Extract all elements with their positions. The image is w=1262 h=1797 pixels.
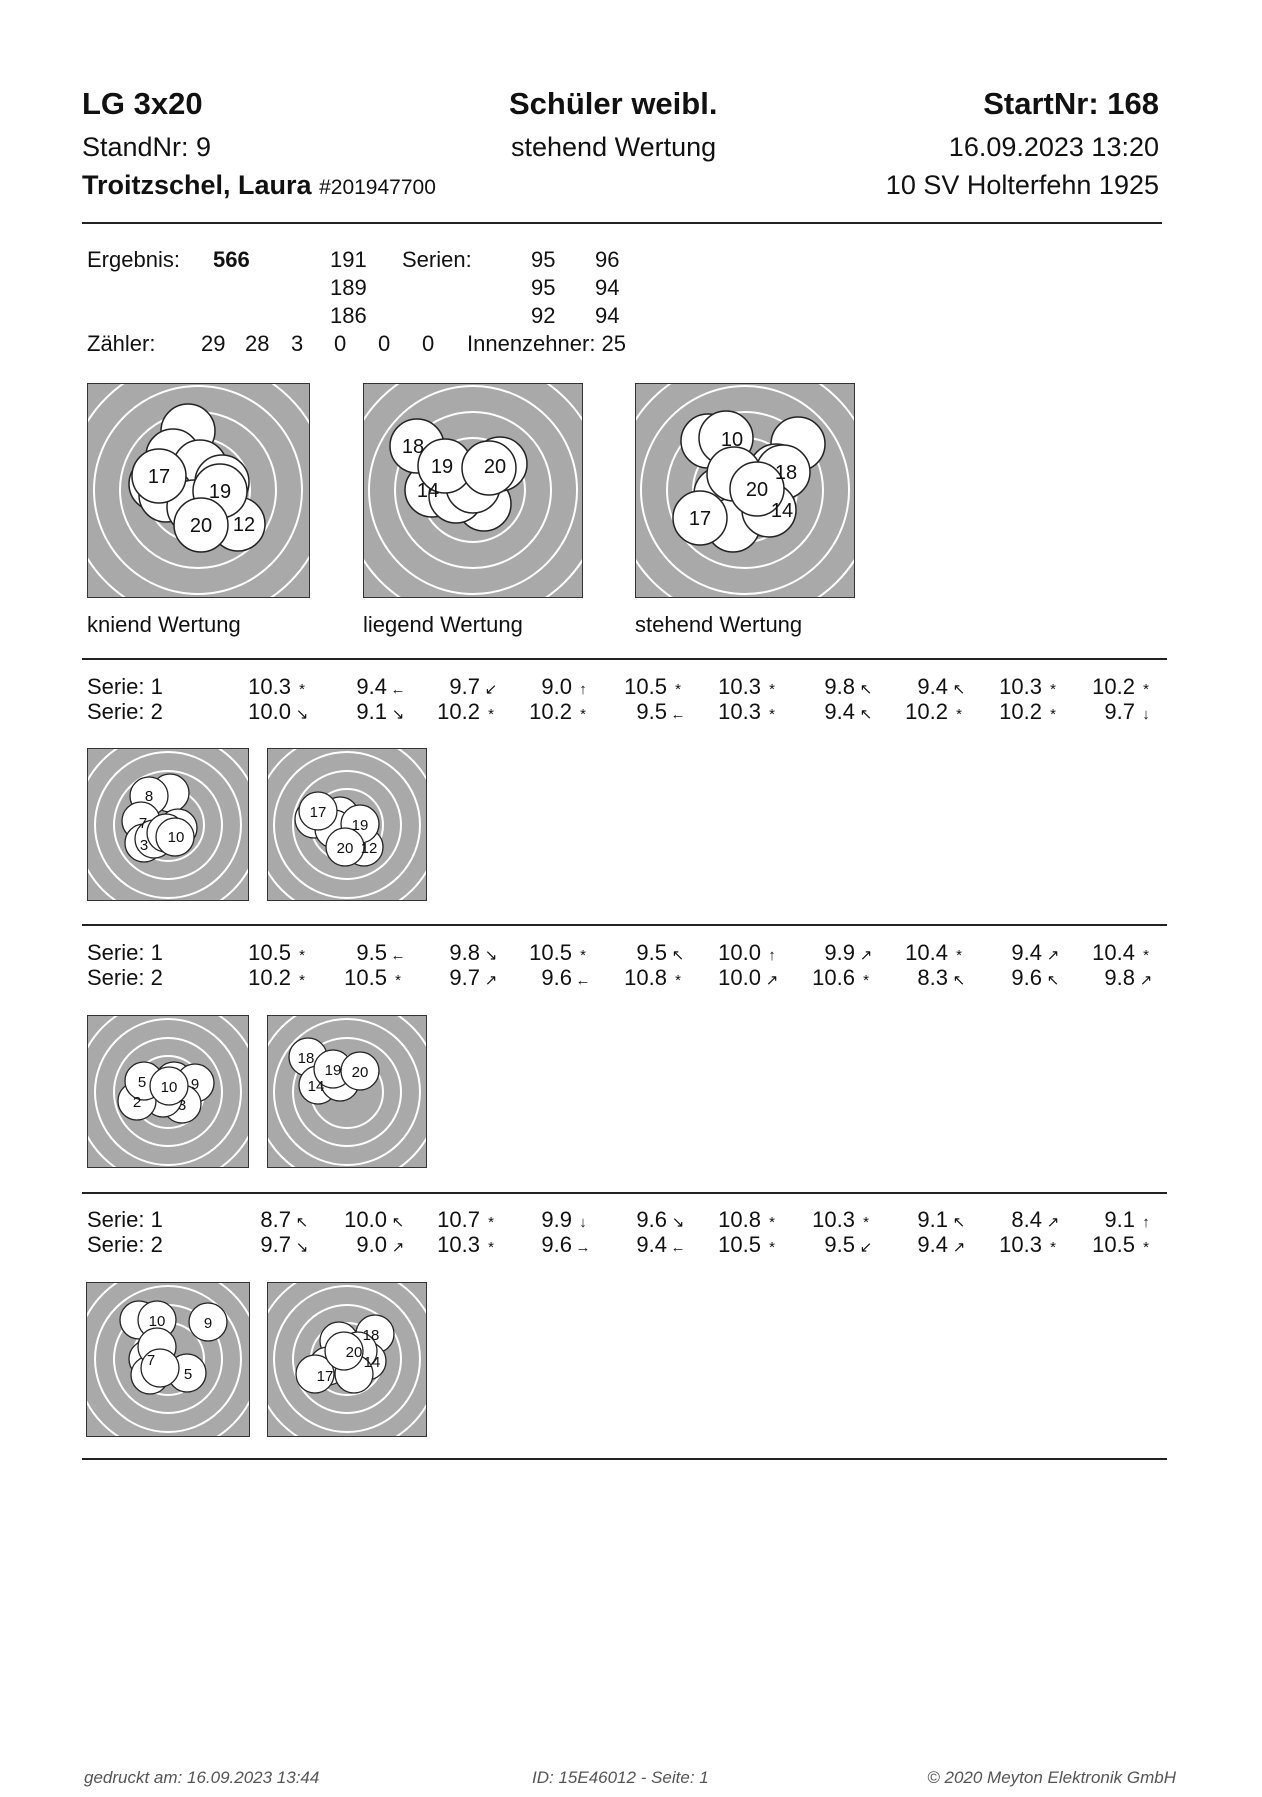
shot-value bbox=[491, 1207, 591, 1233]
shot-value bbox=[306, 1207, 406, 1233]
shot-score: 9.7 bbox=[260, 1232, 291, 1257]
svg-text:20: 20 bbox=[351, 1064, 369, 1081]
direction-arrow-icon: ↗ bbox=[765, 972, 779, 989]
shot-value bbox=[491, 674, 591, 700]
serie-target bbox=[86, 1282, 250, 1437]
serie-target bbox=[87, 1015, 249, 1168]
shot-value bbox=[399, 1207, 499, 1233]
shot-score: 10.5 bbox=[1092, 1232, 1135, 1257]
svg-text:19: 19 bbox=[208, 481, 232, 503]
direction-arrow-icon: ↖ bbox=[952, 681, 966, 698]
ergebnis-label: Ergebnis: bbox=[87, 247, 180, 272]
shot-value bbox=[586, 965, 686, 991]
shot-value bbox=[867, 1207, 967, 1233]
svg-text:3: 3 bbox=[177, 1097, 187, 1114]
shot-score: 9.4 bbox=[917, 1232, 948, 1257]
shot-score: 10.0 bbox=[344, 1207, 387, 1232]
direction-arrow-icon: * bbox=[299, 681, 305, 698]
svg-text:9: 9 bbox=[190, 1076, 200, 1093]
shot-value bbox=[1054, 940, 1154, 966]
direction-arrow-icon: ↗ bbox=[1046, 947, 1060, 964]
shot-score: 10.5 bbox=[624, 674, 667, 699]
shot-score: 9.4 bbox=[636, 1232, 667, 1257]
shot-value bbox=[210, 674, 310, 700]
shot-value bbox=[774, 965, 874, 991]
svg-text:19: 19 bbox=[430, 456, 454, 478]
svg-text:5: 5 bbox=[137, 1074, 147, 1091]
direction-arrow-icon: ← bbox=[390, 947, 406, 964]
section-divider bbox=[82, 658, 1167, 660]
shot-value bbox=[867, 674, 967, 700]
shot-score: 10.5 bbox=[718, 1232, 761, 1257]
shot-score: 10.3 bbox=[437, 1232, 480, 1257]
shot-value bbox=[680, 674, 780, 700]
shot-score: 10.2 bbox=[905, 699, 948, 724]
direction-arrow-icon: * bbox=[769, 1239, 775, 1256]
direction-arrow-icon: ↗ bbox=[859, 947, 873, 964]
svg-text:7: 7 bbox=[146, 1352, 156, 1369]
svg-text:20: 20 bbox=[336, 840, 354, 857]
zaehler-value: 0 bbox=[378, 331, 391, 356]
direction-arrow-icon: ↖ bbox=[295, 1214, 309, 1231]
direction-arrow-icon: * bbox=[395, 972, 401, 989]
direction-arrow-icon: ↖ bbox=[391, 1214, 405, 1231]
shot-value bbox=[399, 674, 499, 700]
shot-value bbox=[586, 940, 686, 966]
shot-score: 10.2 bbox=[529, 699, 572, 724]
shot-score: 9.4 bbox=[1011, 940, 1042, 965]
shot-value bbox=[1054, 674, 1154, 700]
svg-text:2: 2 bbox=[132, 1094, 142, 1111]
direction-arrow-icon: ↘ bbox=[295, 1239, 309, 1256]
club-name: 10 SV Holterfehn 1925 bbox=[885, 170, 1159, 200]
direction-arrow-icon: ↗ bbox=[1046, 1214, 1060, 1231]
target-caption: kniend Wertung bbox=[87, 612, 241, 637]
serie-target bbox=[267, 1015, 427, 1168]
svg-text:14: 14 bbox=[307, 1078, 325, 1095]
serie-target bbox=[267, 1282, 427, 1437]
zaehler-value: 28 bbox=[245, 331, 270, 356]
shot-value bbox=[961, 674, 1061, 700]
direction-arrow-icon: * bbox=[488, 1239, 494, 1256]
direction-arrow-icon: ↖ bbox=[952, 1214, 966, 1231]
shot-score: 9.8 bbox=[824, 674, 855, 699]
svg-text:10: 10 bbox=[167, 829, 185, 846]
svg-text:19: 19 bbox=[324, 1062, 342, 1079]
direction-arrow-icon: ↗ bbox=[1139, 972, 1153, 989]
svg-text:20: 20 bbox=[483, 456, 507, 478]
shot-value bbox=[491, 699, 591, 725]
svg-text:17: 17 bbox=[316, 1368, 334, 1385]
direction-arrow-icon: * bbox=[1143, 681, 1149, 698]
shot-value bbox=[774, 940, 874, 966]
direction-arrow-icon: ↖ bbox=[1046, 972, 1060, 989]
svg-text:18: 18 bbox=[362, 1327, 380, 1344]
shot-value bbox=[306, 699, 406, 725]
shot-score: 9.1 bbox=[356, 699, 387, 724]
shot-score: 10.7 bbox=[437, 1207, 480, 1232]
target-liegend bbox=[363, 383, 583, 598]
shot-value bbox=[586, 674, 686, 700]
shot-value bbox=[306, 965, 406, 991]
target-caption: liegend Wertung bbox=[363, 612, 523, 637]
shot-value bbox=[961, 1232, 1061, 1258]
shot-score: 10.0 bbox=[718, 965, 761, 990]
shot-score: 9.4 bbox=[824, 699, 855, 724]
shot-value bbox=[961, 1207, 1061, 1233]
shot-score: 9.4 bbox=[917, 674, 948, 699]
position-total: 191 bbox=[330, 247, 367, 272]
serie-label: Serie: 1 bbox=[87, 940, 163, 965]
shot-score: 10.5 bbox=[248, 940, 291, 965]
direction-arrow-icon: * bbox=[299, 972, 305, 989]
start-number: StartNr: 168 bbox=[983, 86, 1159, 121]
svg-text:19: 19 bbox=[351, 817, 369, 834]
svg-text:14: 14 bbox=[770, 500, 794, 522]
shot-value bbox=[680, 699, 780, 725]
shot-value bbox=[210, 1207, 310, 1233]
direction-arrow-icon: * bbox=[580, 947, 586, 964]
shot-score: 9.7 bbox=[449, 965, 480, 990]
target-stehend bbox=[635, 383, 855, 598]
shot-score: 8.4 bbox=[1011, 1207, 1042, 1232]
svg-text:10: 10 bbox=[160, 1079, 178, 1096]
shot-value bbox=[399, 1232, 499, 1258]
serie-target bbox=[267, 748, 427, 901]
shot-score: 9.9 bbox=[541, 1207, 572, 1232]
shot-score: 9.0 bbox=[541, 674, 572, 699]
shot-value bbox=[774, 699, 874, 725]
shot-value bbox=[680, 965, 780, 991]
shot-score: 9.6 bbox=[636, 1207, 667, 1232]
direction-arrow-icon: ↖ bbox=[859, 681, 873, 698]
direction-arrow-icon: ↓ bbox=[1142, 706, 1150, 723]
direction-arrow-icon: ← bbox=[390, 681, 406, 698]
shot-score: 10.3 bbox=[812, 1207, 855, 1232]
shot-value bbox=[867, 1232, 967, 1258]
svg-text:12: 12 bbox=[360, 840, 378, 857]
shot-score: 10.0 bbox=[248, 699, 291, 724]
ergebnis-value: 566 bbox=[213, 247, 250, 272]
direction-arrow-icon: * bbox=[863, 1214, 869, 1231]
shot-score: 10.2 bbox=[437, 699, 480, 724]
svg-text:17: 17 bbox=[147, 466, 171, 488]
zaehler-value: 3 bbox=[291, 331, 304, 356]
serie-label: Serie: 2 bbox=[87, 699, 163, 724]
direction-arrow-icon: * bbox=[488, 706, 494, 723]
shot-score: 10.2 bbox=[248, 965, 291, 990]
shot-score: 8.3 bbox=[917, 965, 948, 990]
direction-arrow-icon: * bbox=[488, 1214, 494, 1231]
shot-score: 9.6 bbox=[541, 965, 572, 990]
shot-value bbox=[586, 1232, 686, 1258]
direction-arrow-icon: ↖ bbox=[859, 706, 873, 723]
svg-text:14: 14 bbox=[363, 1354, 381, 1371]
direction-arrow-icon: * bbox=[675, 681, 681, 698]
section-divider bbox=[82, 1192, 1167, 1194]
direction-arrow-icon: * bbox=[675, 972, 681, 989]
direction-arrow-icon: * bbox=[1143, 947, 1149, 964]
shot-value bbox=[774, 1232, 874, 1258]
shot-score: 10.2 bbox=[999, 699, 1042, 724]
svg-text:18: 18 bbox=[401, 436, 425, 458]
position-total: 189 bbox=[330, 275, 367, 300]
shot-value bbox=[1054, 699, 1154, 725]
shot-score: 10.4 bbox=[905, 940, 948, 965]
direction-arrow-icon: ↑ bbox=[579, 681, 587, 698]
direction-arrow-icon: ↑ bbox=[768, 947, 776, 964]
shot-score: 9.9 bbox=[824, 940, 855, 965]
shot-value bbox=[399, 699, 499, 725]
shot-score: 9.5 bbox=[356, 940, 387, 965]
shot-score: 9.7 bbox=[449, 674, 480, 699]
shot-value bbox=[586, 1207, 686, 1233]
shot-value bbox=[306, 674, 406, 700]
target-caption: stehend Wertung bbox=[635, 612, 803, 637]
direction-arrow-icon: ↘ bbox=[671, 1214, 685, 1231]
printed-date: gedruckt am: 16.09.2023 13:44 bbox=[84, 1768, 320, 1787]
zaehler-value: 0 bbox=[422, 331, 435, 356]
stand-number: StandNr: 9 bbox=[82, 132, 212, 162]
direction-arrow-icon: ↓ bbox=[579, 1214, 587, 1231]
direction-arrow-icon: ↙ bbox=[484, 681, 498, 698]
section-divider bbox=[82, 924, 1167, 926]
direction-arrow-icon: ← bbox=[575, 972, 591, 989]
direction-arrow-icon: * bbox=[956, 706, 962, 723]
svg-text:3: 3 bbox=[139, 837, 149, 854]
shot-value bbox=[399, 940, 499, 966]
direction-arrow-icon: ↖ bbox=[952, 972, 966, 989]
direction-arrow-icon: ← bbox=[670, 1239, 686, 1256]
serie-total: 92 bbox=[531, 303, 556, 328]
serie-total: 94 bbox=[595, 303, 620, 328]
shot-score: 10.5 bbox=[529, 940, 572, 965]
svg-text:5: 5 bbox=[183, 1366, 193, 1383]
direction-arrow-icon: * bbox=[1050, 1239, 1056, 1256]
shot-score: 8.7 bbox=[260, 1207, 291, 1232]
direction-arrow-icon: ← bbox=[670, 706, 686, 723]
shot-value bbox=[680, 1207, 780, 1233]
direction-arrow-icon: * bbox=[769, 706, 775, 723]
shot-score: 9.1 bbox=[1104, 1207, 1135, 1232]
shot-score: 10.3 bbox=[718, 699, 761, 724]
shot-score: 10.8 bbox=[624, 965, 667, 990]
shot-score: 9.6 bbox=[1011, 965, 1042, 990]
shot-value bbox=[774, 1207, 874, 1233]
shot-value bbox=[1054, 965, 1154, 991]
shot-score: 10.4 bbox=[1092, 940, 1135, 965]
svg-text:18: 18 bbox=[774, 462, 798, 484]
discipline-title: LG 3x20 bbox=[82, 86, 203, 121]
position-label: stehend Wertung bbox=[511, 132, 717, 162]
serie-total: 94 bbox=[595, 275, 620, 300]
direction-arrow-icon: * bbox=[1050, 706, 1056, 723]
direction-arrow-icon: ↘ bbox=[391, 706, 405, 723]
direction-arrow-icon: * bbox=[299, 947, 305, 964]
shot-score: 10.0 bbox=[718, 940, 761, 965]
shot-score: 10.6 bbox=[812, 965, 855, 990]
serie-label: Serie: 2 bbox=[87, 965, 163, 990]
svg-text:12: 12 bbox=[232, 514, 256, 536]
shot-score: 10.3 bbox=[999, 1232, 1042, 1257]
direction-arrow-icon: * bbox=[956, 947, 962, 964]
shooter-line bbox=[82, 170, 436, 201]
shot-score: 9.5 bbox=[636, 940, 667, 965]
svg-text:9: 9 bbox=[203, 1315, 213, 1332]
svg-text:7: 7 bbox=[138, 815, 148, 832]
svg-text:20: 20 bbox=[189, 515, 213, 537]
direction-arrow-icon: ↑ bbox=[1142, 1214, 1150, 1231]
direction-arrow-icon: ↗ bbox=[952, 1239, 966, 1256]
position-total: 186 bbox=[330, 303, 367, 328]
shot-value bbox=[491, 1232, 591, 1258]
svg-text:14: 14 bbox=[416, 480, 440, 502]
shot-score: 9.8 bbox=[1104, 965, 1135, 990]
shot-value bbox=[961, 940, 1061, 966]
target-kniend bbox=[87, 383, 310, 598]
shot-score: 10.8 bbox=[718, 1207, 761, 1232]
zaehler-value: 29 bbox=[201, 331, 226, 356]
shot-value bbox=[210, 965, 310, 991]
shot-value bbox=[586, 699, 686, 725]
direction-arrow-icon: * bbox=[769, 681, 775, 698]
serie-label: Serie: 1 bbox=[87, 1207, 163, 1232]
svg-text:10: 10 bbox=[148, 1313, 166, 1330]
direction-arrow-icon: * bbox=[1050, 681, 1056, 698]
serie-label: Serie: 1 bbox=[87, 674, 163, 699]
svg-text:17: 17 bbox=[309, 804, 327, 821]
direction-arrow-icon: ↘ bbox=[295, 706, 309, 723]
shot-value bbox=[399, 965, 499, 991]
shot-value bbox=[491, 965, 591, 991]
shot-score: 10.5 bbox=[344, 965, 387, 990]
shot-value bbox=[680, 940, 780, 966]
direction-arrow-icon: ↙ bbox=[859, 1239, 873, 1256]
shot-value bbox=[1054, 1207, 1154, 1233]
svg-text:20: 20 bbox=[345, 1344, 363, 1361]
shot-score: 9.6 bbox=[541, 1232, 572, 1257]
shooter-name: Troitzschel, Laura bbox=[82, 170, 312, 200]
shooter-id: #201947700 bbox=[319, 176, 436, 199]
direction-arrow-icon: ↖ bbox=[671, 947, 685, 964]
shot-value bbox=[1054, 1232, 1154, 1258]
copyright: © 2020 Meyton Elektronik GmbH bbox=[927, 1768, 1176, 1787]
direction-arrow-icon: * bbox=[580, 706, 586, 723]
class-name: Schüler weibl. bbox=[509, 86, 718, 121]
shot-score: 9.5 bbox=[636, 699, 667, 724]
direction-arrow-icon: * bbox=[1143, 1239, 1149, 1256]
shot-value bbox=[680, 1232, 780, 1258]
shot-value bbox=[306, 940, 406, 966]
direction-arrow-icon: ↗ bbox=[391, 1239, 405, 1256]
direction-arrow-icon: * bbox=[863, 972, 869, 989]
serie-total: 96 bbox=[595, 247, 620, 272]
header-divider bbox=[82, 222, 1162, 224]
direction-arrow-icon: ↘ bbox=[484, 947, 498, 964]
shot-value bbox=[867, 699, 967, 725]
section-divider bbox=[82, 1458, 1167, 1460]
shot-score: 10.3 bbox=[718, 674, 761, 699]
shot-value bbox=[210, 940, 310, 966]
serie-total: 95 bbox=[531, 247, 556, 272]
innenzehner: Innenzehner: 25 bbox=[467, 331, 627, 356]
shot-score: 10.2 bbox=[1092, 674, 1135, 699]
shot-value bbox=[867, 965, 967, 991]
direction-arrow-icon: ↗ bbox=[484, 972, 498, 989]
serie-label: Serie: 2 bbox=[87, 1232, 163, 1257]
svg-text:10: 10 bbox=[720, 429, 744, 451]
shot-score: 9.4 bbox=[356, 674, 387, 699]
direction-arrow-icon: → bbox=[575, 1239, 591, 1256]
serie-total: 95 bbox=[531, 275, 556, 300]
svg-text:17: 17 bbox=[688, 508, 712, 530]
zaehler-value: 0 bbox=[334, 331, 347, 356]
direction-arrow-icon: * bbox=[769, 1214, 775, 1231]
serie-target bbox=[87, 748, 249, 901]
svg-text:20: 20 bbox=[745, 479, 769, 501]
shot-score: 9.1 bbox=[917, 1207, 948, 1232]
shot-value bbox=[774, 674, 874, 700]
shot-score: 10.3 bbox=[248, 674, 291, 699]
shot-score: 9.5 bbox=[824, 1232, 855, 1257]
svg-text:8: 8 bbox=[144, 788, 154, 805]
zaehler-label: Zähler: bbox=[87, 331, 156, 356]
shot-value bbox=[961, 699, 1061, 725]
svg-text:18: 18 bbox=[297, 1050, 315, 1067]
shot-score: 9.8 bbox=[449, 940, 480, 965]
shot-value bbox=[867, 940, 967, 966]
shot-value bbox=[491, 940, 591, 966]
shot-score: 9.0 bbox=[356, 1232, 387, 1257]
shot-value bbox=[961, 965, 1061, 991]
shot-value bbox=[306, 1232, 406, 1258]
serien-label: Serien: bbox=[402, 247, 472, 272]
shot-value bbox=[210, 699, 310, 725]
shot-score: 10.3 bbox=[999, 674, 1042, 699]
shot-value bbox=[210, 1232, 310, 1258]
document-id: ID: 15E46012 - Seite: 1 bbox=[532, 1768, 709, 1787]
date-time: 16.09.2023 13:20 bbox=[948, 132, 1159, 162]
shot-score: 9.7 bbox=[1104, 699, 1135, 724]
